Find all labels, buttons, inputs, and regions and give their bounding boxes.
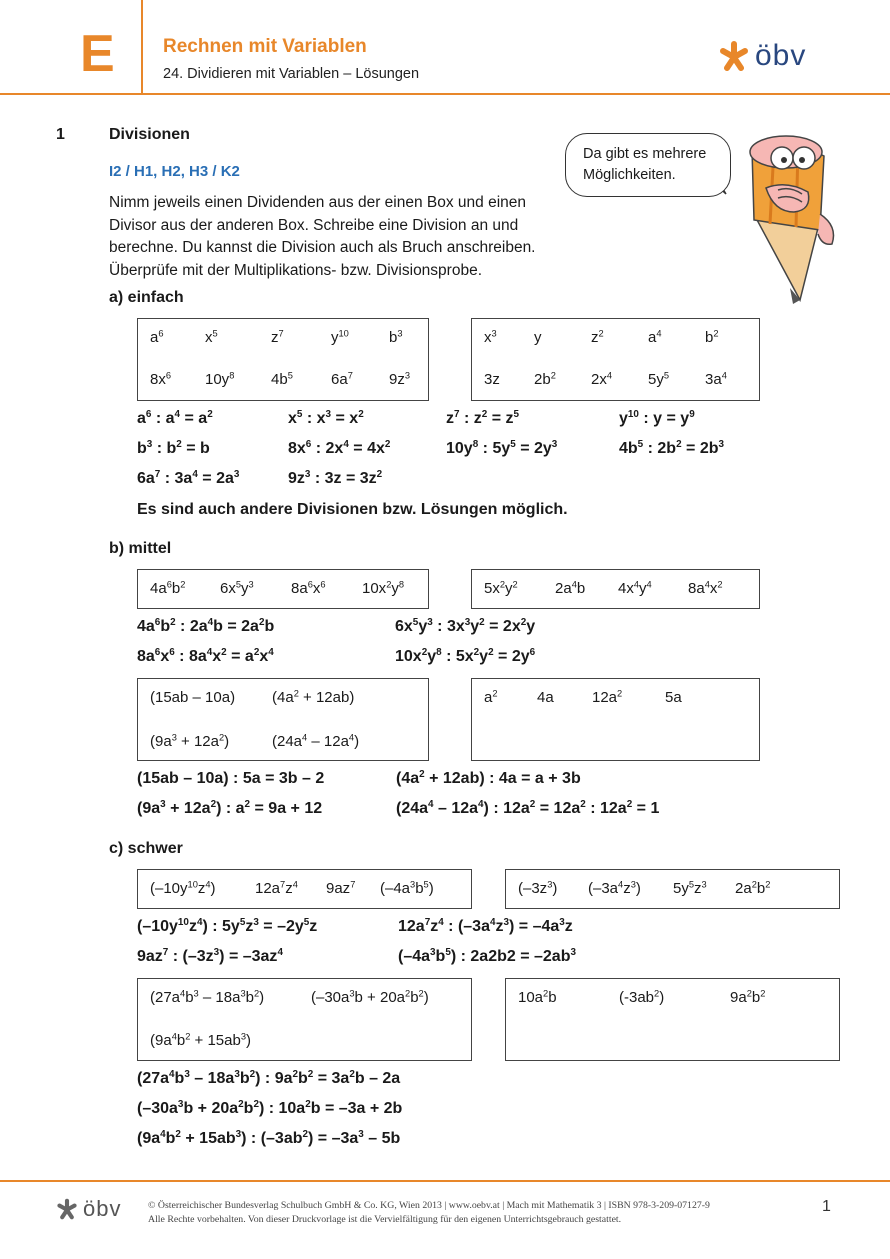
part-a-note: Es sind auch andere Divisionen bzw. Lösungen möglich. xyxy=(137,501,568,518)
box-term: $a^4$ xyxy=(648,328,662,346)
solution: $12a^7z^4$ : $(-3a^4z^3) = -4a^3z$ xyxy=(398,917,573,935)
box-term: $(4a^2 + 12ab)$ xyxy=(272,688,355,706)
box-term: $12a^7z^4$ xyxy=(255,879,298,897)
box-term: $(-3a^4z^3)$ xyxy=(588,879,641,897)
solution: $4b^5$ : $2b^2 = 2b^3$ xyxy=(619,439,725,457)
part-b-box1-divisors xyxy=(471,569,760,609)
publisher-logo xyxy=(718,40,806,72)
box-term: $10x^2y^8$ xyxy=(362,579,405,597)
box-term: $6x^5y^3$ xyxy=(220,579,254,597)
box-term: $(-4a^3b^5)$ xyxy=(380,879,434,897)
page-number: 1 xyxy=(822,1198,831,1215)
solution: $(27a^4b^3 - 18a^3b^2)$ : $9a^2b^2 = 3a^2b - 2a$ xyxy=(137,1069,401,1087)
box-term: $b^2$ xyxy=(705,328,719,346)
box-term: $a^2$ xyxy=(484,688,498,706)
box-term: $a^6$ xyxy=(150,328,164,346)
footer-logo-text: öbv xyxy=(83,1196,122,1221)
box-term: $(24a^4 - 12a^4)$ xyxy=(272,732,360,750)
box-term: $8a^4x^2$ xyxy=(688,579,723,597)
intro-line: berechne. Du kannst die Division auch als Bruch anschreiben. xyxy=(109,239,536,256)
part-b-box2-divisors xyxy=(471,678,760,761)
solution: $9az^7$ : $(-3z^3) = -3az^4$ xyxy=(137,947,283,965)
speech-bubble xyxy=(565,133,731,197)
logo-text: öbv xyxy=(755,39,807,72)
box-term: 4a xyxy=(537,689,554,706)
bubble-line: Möglichkeiten. xyxy=(583,167,676,183)
part-c-box1-divisors xyxy=(505,869,840,909)
task-title: Divisionen xyxy=(109,126,190,143)
box-term: $x^5$ xyxy=(205,328,218,346)
solution: $(4a^2 + 12ab)$ : 4a = a + 3b xyxy=(396,769,581,787)
solution: $8x^6$ : $2x^4 = 4x^2$ xyxy=(288,439,391,457)
box-term: $8x^6$ xyxy=(150,370,172,388)
box-term: $5y^5z^3$ xyxy=(673,879,707,897)
logo-star-icon xyxy=(718,40,750,72)
footer-copyright xyxy=(148,1199,710,1227)
footer-logo-star-icon xyxy=(56,1198,78,1220)
box-term: $x^3$ xyxy=(484,328,497,346)
box-term: $(-30a^3b + 20a^2b^2)$ xyxy=(311,988,429,1006)
solution: $(24a^4 - 12a^4)$ : $12a^2 = 12a^2$ : $12a^2 = 1$ xyxy=(396,799,660,817)
solution: (15ab – 10a) : 5a = 3b – 2 xyxy=(137,770,325,787)
solution: $y^{10}$ : $y = y^9$ xyxy=(619,409,695,427)
solution: $10y^8$ : $5y^5 = 2y^3$ xyxy=(446,439,558,457)
solution: $x^5$ : $x^3 = x^2$ xyxy=(288,409,364,427)
box-term: $5y^5$ xyxy=(648,370,670,388)
box-term: $(-3z^3)$ xyxy=(518,879,558,897)
box-term: $(9a^4b^2 + 15ab^3)$ xyxy=(150,1031,252,1049)
box-term: $5x^2y^2$ xyxy=(484,579,518,597)
chapter-subtitle: 24. Dividieren mit Variablen – Lösungen xyxy=(163,66,420,82)
box-term: $4b^5$ xyxy=(271,370,293,388)
solution: $10x^2y^8$ : $5x^2y^2 = 2y^6$ xyxy=(395,647,536,665)
box-term: $4x^4y^4$ xyxy=(618,579,652,597)
box-term: $z^7$ xyxy=(271,328,284,346)
box-term: $6a^7$ xyxy=(331,370,353,388)
solution: $(9a^4b^2 + 15ab^3)$ : $(-3ab^2) = -3a^3 - 5b$ xyxy=(137,1129,401,1147)
box-term: y xyxy=(534,329,542,346)
box-term: 5a xyxy=(665,689,682,706)
solution: $6a^7$ : $3a^4 = 2a^3$ xyxy=(137,469,240,487)
box-term: $10a^2b$ xyxy=(518,988,557,1006)
box-term: $2x^4$ xyxy=(591,370,613,388)
solution: $(-10y^{10}z^4)$ : $5y^5z^3 = -2y^5z$ xyxy=(137,917,318,935)
solution: $(9a^3 + 12a^2)$ : $a^2 = 9a + 12$ xyxy=(137,799,323,817)
part-a-box-divisors xyxy=(471,318,760,401)
box-term: $(27a^4b^3 - 18a^3b^2)$ xyxy=(150,988,265,1006)
box-term: $3a^4$ xyxy=(705,370,727,388)
chapter-letter: E xyxy=(80,25,115,83)
box-term: $12a^2$ xyxy=(592,688,623,706)
intro-line: Überprüfe mit der Multiplikations- bzw. Divisionsprobe. xyxy=(109,261,483,279)
box-term: $z^2$ xyxy=(591,328,604,346)
box-term: $8a^6x^6$ xyxy=(291,579,326,597)
box-term: $10y^8$ xyxy=(205,370,235,388)
box-term: $9a^2b^2$ xyxy=(730,988,766,1006)
part-b-box1-dividends xyxy=(137,569,429,609)
footer-line: Alle Rechte vorbehalten. Von dieser Druckvorlage ist die Vervielfältigung für den eigenen Unterrichtsgebrauch gestattet. xyxy=(148,1214,622,1225)
header-rule xyxy=(0,93,890,95)
box-term: $(9a^3 + 12a^2)$ xyxy=(150,732,230,750)
footer-rule xyxy=(0,1180,890,1182)
box-term: 3z xyxy=(484,371,500,388)
box-term: $y^{10}$ xyxy=(331,328,349,346)
box-term: (15ab – 10a) xyxy=(150,689,236,706)
task-number: 1 xyxy=(56,126,65,143)
box-term: $9az^7$ xyxy=(326,879,356,897)
footer-line: © Österreichischer Bundesverlag Schulbuch GmbH & Co. KG, Wien 2013 | www.oebv.at | Mach mit Mathematik 3 | ISBN 978-3-209-07127-9 xyxy=(148,1200,710,1211)
part-c-box1-dividends xyxy=(137,869,472,909)
bubble-line: Da gibt es mehrere xyxy=(583,146,707,162)
part-a-box-dividends xyxy=(137,318,429,401)
pencil-mascot-icon xyxy=(738,128,858,314)
intro-line: Divisor aus der anderen Box. Schreibe eine Division an und xyxy=(109,216,519,234)
solution: $8a^6x^6$ : $8a^4x^2 = a^2x^4$ xyxy=(137,647,274,665)
box-term: $2a^4b$ xyxy=(555,579,586,597)
competences: I2 / H1, H2, H3 / K2 xyxy=(109,163,240,180)
part-b-box2-dividends xyxy=(137,678,429,761)
solution: $a^6$ : $a^4 = a^2$ xyxy=(137,409,213,427)
part-c-box2-dividends xyxy=(137,978,472,1061)
footer-logo xyxy=(56,1198,121,1220)
solution: $b^3$ : $b^2 = b$ xyxy=(137,439,210,457)
box-term: $(-3ab^2)$ xyxy=(619,988,665,1006)
solution: $9z^3$ : $3z = 3z^2$ xyxy=(288,469,383,487)
box-term: $9z^3$ xyxy=(389,370,411,388)
solution: $4a^6b^2$ : $2a^4b = 2a^2b$ xyxy=(137,617,275,635)
solution: $6x^5y^3$ : $3x^3y^2 = 2x^2y$ xyxy=(395,617,536,635)
box-term: $b^3$ xyxy=(389,328,403,346)
solution: $z^7$ : $z^2 = z^5$ xyxy=(446,409,519,427)
box-term: $2b^2$ xyxy=(534,370,556,388)
chapter-title: Rechnen mit Variablen xyxy=(163,36,367,57)
part-c-box2-divisors xyxy=(505,978,840,1061)
box-term: $2a^2b^2$ xyxy=(735,879,771,897)
intro-line: Nimm jeweils einen Dividenden aus der einen Box und einen xyxy=(109,194,527,211)
part-b-label: b) mittel xyxy=(109,540,172,557)
part-c-label: c) schwer xyxy=(109,840,183,857)
box-term: $(-10y^{10}z^4)$ xyxy=(150,879,216,897)
header-divider xyxy=(141,0,143,93)
task-intro xyxy=(109,192,569,282)
solution: $(-4a^3b^5)$ : $2a2b2 = -2ab^3$ xyxy=(398,947,576,965)
box-term: $4a^6b^2$ xyxy=(150,579,186,597)
part-a-label: a) einfach xyxy=(109,289,184,306)
solution: $(-30a^3b + 20a^2b^2)$ : $10a^2b = -3a + 2b$ xyxy=(137,1099,403,1117)
